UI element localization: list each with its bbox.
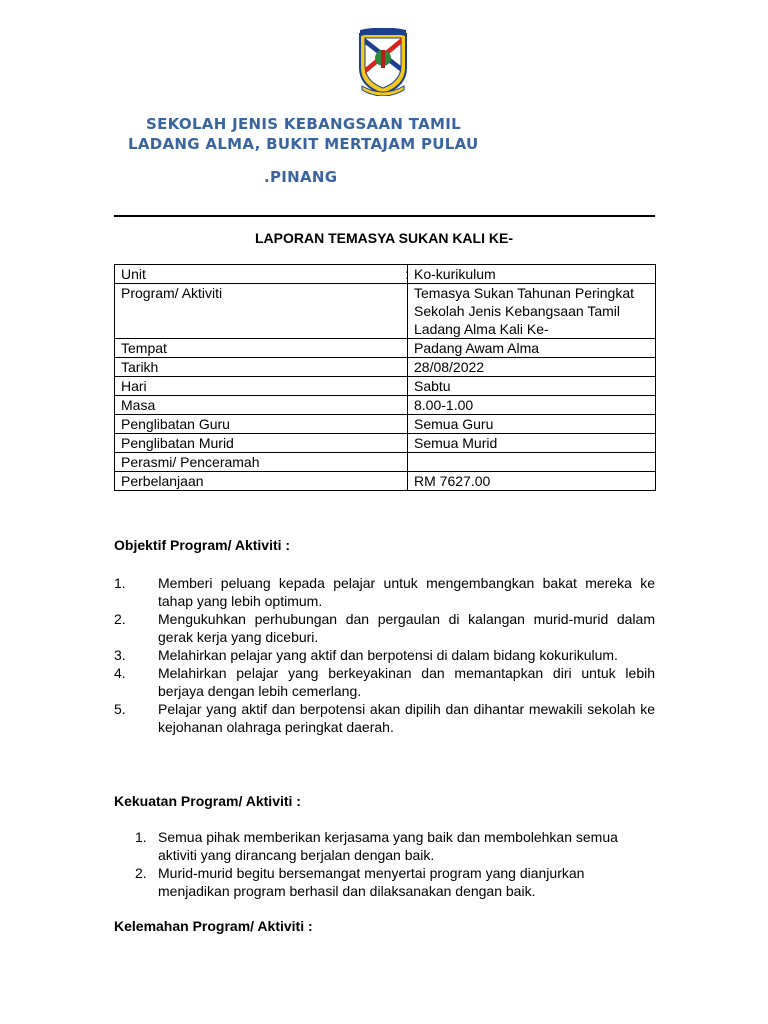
list-text: Mengukuhkan perhubungan dan pergaulan di kalangan murid-murid dalam gerak kerja yang diceburi. — [158, 611, 655, 645]
objektif-heading: Objektif Program/ Aktiviti : — [114, 537, 291, 553]
table-row — [115, 284, 656, 339]
row-label: Hari — [115, 377, 408, 396]
table-row — [115, 339, 656, 358]
report-title: LAPORAN TEMASYA SUKAN KALI KE- — [255, 230, 513, 246]
list-item — [114, 574, 655, 610]
list-item — [114, 664, 655, 700]
kekuatan-list — [114, 828, 655, 900]
list-item — [114, 828, 655, 864]
list-text: Melahirkan pelajar yang aktif dan berpotensi di dalam bidang kokurikulum. — [158, 647, 618, 663]
kelemahan-heading: Kelemahan Program/ Aktiviti : — [114, 918, 313, 934]
row-label: Tarikh — [115, 358, 408, 377]
row-label: Unit : — [115, 265, 408, 284]
table-row — [115, 453, 656, 472]
row-label: Perbelanjaan — [115, 472, 408, 491]
row-value: Semua Murid — [408, 434, 656, 453]
list-number: 4. — [114, 665, 126, 681]
row-value: 28/08/2022 — [408, 358, 656, 377]
table-row — [115, 434, 656, 453]
list-number: 1. — [114, 575, 126, 591]
list-number: 5. — [114, 701, 126, 717]
row-value: RM 7627.00 — [408, 472, 656, 491]
table-row — [115, 396, 656, 415]
row-value: Semua Guru — [408, 415, 656, 434]
list-text: Pelajar yang aktif dan berpotensi akan dipilih dan dihantar mewakili sekolah ke kejohanan olahraga peringkat daerah. — [158, 701, 655, 735]
row-label: Masa — [115, 396, 408, 415]
kekuatan-heading: Kekuatan Program/ Aktiviti : — [114, 793, 301, 809]
list-text: Melahirkan pelajar yang berkeyakinan dan memantapkan diri untuk lebih berjaya dengan lebih cemerlang. — [158, 665, 655, 699]
row-label: Tempat — [115, 339, 408, 358]
list-item — [114, 864, 655, 900]
list-text: Semua pihak memberikan kerjasama yang baik dan membolehkan semua aktiviti yang dirancang berjalan dengan baik. — [158, 829, 618, 863]
list-number: 1. — [135, 829, 147, 845]
row-value: Padang Awam Alma — [408, 339, 656, 358]
row-label: Perasmi/ Penceramah — [115, 453, 408, 472]
list-item — [114, 646, 655, 664]
row-value: Temasya Sukan Tahunan Peringkat Sekolah Jenis Kebangsaan Tamil Ladang Alma Kali Ke- — [408, 284, 656, 339]
list-number: 2. — [114, 611, 126, 627]
objektif-list — [114, 574, 655, 736]
row-value: Sabtu — [408, 377, 656, 396]
row-value: 8.00-1.00 — [408, 396, 656, 415]
table-row — [115, 265, 656, 284]
table-row — [115, 377, 656, 396]
list-number: 3. — [114, 647, 126, 663]
list-item — [114, 700, 655, 736]
row-label: Penglibatan Guru — [115, 415, 408, 434]
header-divider — [114, 215, 655, 217]
school-crest-icon — [356, 28, 410, 96]
list-text: Memberi peluang kepada pelajar untuk mengembangkan bakat mereka ke tahap yang lebih optimum. — [158, 575, 655, 609]
table-row — [115, 472, 656, 491]
list-number: 2. — [135, 865, 147, 881]
list-item — [114, 610, 655, 646]
school-name-line-2: LADANG ALMA, BUKIT MERTAJAM PULAU — [128, 135, 479, 153]
info-table — [114, 264, 656, 491]
school-name-line-3: .PINANG — [264, 168, 338, 186]
table-row — [115, 358, 656, 377]
row-label: Program/ Aktiviti — [115, 284, 408, 339]
school-name-line-1: SEKOLAH JENIS KEBANGSAAN TAMIL — [146, 115, 461, 133]
row-value: Ko-kurikulum — [408, 265, 656, 284]
table-row — [115, 415, 656, 434]
list-text: Murid-murid begitu bersemangat menyertai program yang dianjurkan menjadikan program berhasil dan dilaksanakan dengan baik. — [158, 865, 585, 899]
row-label: Penglibatan Murid — [115, 434, 408, 453]
row-colon: : — [405, 266, 409, 282]
row-value — [408, 453, 656, 472]
